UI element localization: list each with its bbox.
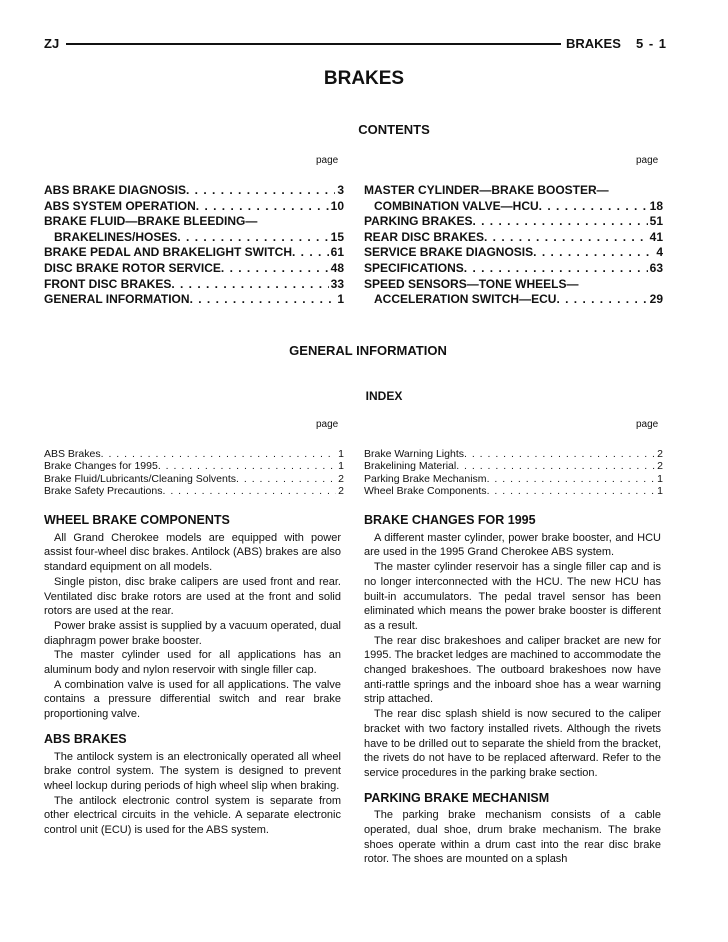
- paragraph: The antilock system is an electronically operated all wheel brake control system. The system is designed to prevent wheel lockup during periods of high wheel slip when braking.: [44, 750, 341, 792]
- contents-entry: [44, 277, 344, 293]
- paragraph: A different master cylinder, power brake booster, and HCU are used in the 1995 Grand Cherokee ABS system.: [364, 531, 661, 559]
- contents-entry: [364, 214, 663, 230]
- contents-entry: [364, 183, 663, 199]
- contents-entry-title: DISC BRAKE ROTOR SERVICE: [44, 260, 221, 275]
- index-entry-title: Wheel Brake Components: [364, 485, 487, 498]
- contents-entry-title: BRAKELINES/HOSES: [54, 229, 178, 244]
- dot-leader: [236, 473, 336, 485]
- section-heading-parking-brake-mechanism: PARKING BRAKE MECHANISM: [364, 790, 550, 805]
- contents-entry-page: 41: [649, 229, 663, 244]
- contents-entry-page: 4: [656, 245, 663, 260]
- contents-entry: [364, 230, 663, 246]
- contents-entry-title: SPECIFICATIONS: [364, 260, 464, 275]
- contents-entry-page: 29: [649, 292, 663, 307]
- contents-entry: [44, 245, 344, 261]
- paragraph: The rear disc brakeshoes and caliper bracket are new for 1995. The bracket ledges are machined to accommodate the changed brakeshoes. The outboard brakeshoes now have anti-rattle springs and the inboard shoe has a wear warning strip attached.: [364, 634, 661, 706]
- dot-leader: [484, 230, 648, 246]
- contents-entry-page: 51: [649, 214, 663, 229]
- contents-entry-title: FRONT DISC BRAKES: [44, 276, 172, 291]
- contents-list-left: [44, 183, 344, 308]
- index-entry: [44, 473, 344, 485]
- dot-leader: [556, 292, 647, 308]
- index-entry-title: Parking Brake Mechanism: [364, 472, 487, 485]
- dot-leader: [487, 485, 656, 497]
- paragraph: Power brake assist is supplied by a vacuum operated, dual diaphragm power brake booster.: [44, 619, 341, 647]
- contents-entry-title: ABS BRAKE DIAGNOSIS: [44, 183, 187, 197]
- contents-entry-page: 3: [337, 183, 344, 197]
- dot-leader: [533, 245, 654, 261]
- paragraph: A combination valve is used for all applications. The valve contains a pressure differential switch and rear brake proportioning valve.: [44, 678, 341, 721]
- index-entry-title: Brake Changes for 1995: [44, 460, 158, 473]
- index-page-label-left: page: [316, 419, 339, 430]
- contents-entry-title: COMBINATION VALVE—HCU: [374, 198, 539, 213]
- paragraph: The master cylinder reservoir has a single filler cap and is no longer interconnected with the HCU. The new HCU has built-in accumulators. The pedal travel sensor has been eliminated which means the power brake booster is different as a result.: [364, 561, 661, 632]
- index-heading: INDEX: [365, 389, 403, 403]
- contents-page-label-left: page: [316, 155, 339, 166]
- contents-entry-page: 61: [330, 245, 344, 260]
- header-rule: [66, 43, 561, 45]
- paragraph: The antilock electronic control system is separate from other electrical circuits in the vehicle. A separate electronic control unit (ECU) is used for the ABS system.: [44, 794, 341, 837]
- index-entry-title: Brake Warning Lights: [364, 448, 464, 460]
- contents-entry-title: SPEED SENSORS—TONE WHEELS—: [364, 276, 579, 291]
- contents-entry-title: PARKING BRAKES: [364, 214, 473, 229]
- dot-leader: [487, 473, 656, 485]
- dot-leader: [171, 277, 328, 293]
- contents-entry-title: SERVICE BRAKE DIAGNOSIS: [364, 245, 534, 260]
- dot-leader: [472, 214, 647, 230]
- dot-leader: [162, 485, 336, 497]
- right-column: [364, 513, 661, 867]
- contents-entry-title: ACCELERATION SWITCH—ECU: [374, 292, 557, 307]
- dot-leader: [221, 261, 329, 277]
- contents-entry-page: 48: [330, 260, 344, 275]
- index-entry: [44, 460, 344, 472]
- index-entry-page: 1: [657, 472, 663, 485]
- index-entry: [364, 448, 663, 460]
- general-information-heading: GENERAL INFORMATION: [289, 343, 447, 358]
- index-list-right: [364, 448, 663, 498]
- contents-entry-title: BRAKE FLUID—BRAKE BLEEDING—: [44, 214, 258, 229]
- paragraph: The parking brake mechanism consists of a cable operated, dual shoe, drum brake mechanism. The brake shoes operate within a drum cast into the rear disc brake rotor. The shoes are mounted on a splash: [364, 809, 661, 866]
- dot-leader: [190, 292, 336, 308]
- index-entry-title: ABS Brakes: [44, 448, 101, 460]
- contents-entry: [44, 230, 344, 246]
- header-section: BRAKES: [566, 36, 621, 51]
- paragraph: Single piston, disc brake calipers are used front and rear. Ventilated disc brake rotors are used at the front and solid rotors are used at the rear.: [44, 575, 341, 618]
- contents-entry-title: BRAKE PEDAL AND BRAKELIGHT SWITCH: [44, 245, 292, 260]
- index-entry-page: 1: [338, 460, 344, 473]
- index-entry: [44, 485, 344, 497]
- dot-leader: [186, 183, 335, 199]
- contents-entry: [44, 261, 344, 277]
- dot-leader: [158, 460, 336, 472]
- contents-entry-title: MASTER CYLINDER—BRAKE BOOSTER—: [364, 183, 609, 197]
- index-list-left: [44, 448, 344, 498]
- index-entry-page: 2: [338, 472, 344, 485]
- contents-list-right: [364, 183, 663, 308]
- contents-entry: [364, 261, 663, 277]
- contents-entry: [364, 199, 663, 215]
- paragraph: The master cylinder used for all applications has an aluminum body and nylon reservoir with single filler cap.: [44, 649, 341, 677]
- index-entry-page: 1: [338, 448, 344, 460]
- contents-entry-page: 15: [330, 229, 344, 244]
- contents-entry: [44, 199, 344, 215]
- index-entry-title: Brakelining Material: [364, 460, 457, 473]
- left-column: [44, 513, 341, 838]
- index-entry-page: 2: [657, 448, 663, 460]
- index-entry-page: 2: [657, 460, 663, 473]
- index-entry-title: Brake Fluid/Lubricants/Cleaning Solvents: [44, 472, 237, 485]
- dot-leader: [456, 460, 655, 472]
- page-title: BRAKES: [323, 68, 405, 89]
- index-entry-page: 2: [338, 485, 344, 498]
- contents-entry-page: 33: [330, 276, 344, 291]
- dot-leader: [539, 199, 648, 215]
- contents-entry-page: 18: [649, 198, 663, 213]
- section-heading-abs-brakes: ABS BRAKES: [44, 731, 127, 746]
- index-entry-title: Brake Safety Precautions: [44, 485, 163, 498]
- dot-leader: [196, 199, 329, 215]
- index-page-label-right: page: [636, 419, 659, 430]
- contents-entry-page: 10: [330, 198, 344, 213]
- index-entry-page: 1: [657, 485, 663, 498]
- dot-leader: [101, 448, 337, 460]
- contents-entry: [364, 245, 663, 261]
- contents-entry: [44, 214, 344, 230]
- dot-leader: [292, 245, 329, 261]
- header-page-number: 5 - 1: [636, 36, 667, 51]
- dot-leader: [464, 448, 655, 460]
- index-entry: [364, 473, 663, 485]
- contents-entry-title: GENERAL INFORMATION: [44, 292, 190, 307]
- index-entry: [44, 448, 344, 460]
- paragraph: All Grand Cherokee models are equipped with power assist four-wheel disc brakes. Antilock (ABS) brakes are also standard equipment on all models.: [44, 531, 341, 574]
- contents-entry: [44, 292, 344, 308]
- contents-entry-page: 63: [649, 260, 663, 275]
- contents-entry-page: 1: [337, 292, 344, 307]
- dot-leader: [177, 230, 328, 246]
- section-heading-wheel-brake-components: WHEEL BRAKE COMPONENTS: [44, 513, 230, 527]
- contents-heading: CONTENTS: [358, 122, 430, 137]
- contents-entry: [364, 292, 663, 308]
- header-model-code: ZJ: [44, 36, 60, 51]
- dot-leader: [464, 261, 648, 277]
- contents-entry-title: ABS SYSTEM OPERATION: [44, 198, 196, 213]
- paragraph: The rear disc splash shield is now secured to the caliper bracket with two factory installed rivets. Although the rivets have to be drilled out to separate the shield from the bracket, the rivets do not have to be replaced afterward. Refer to the service procedures in the parking brake section.: [364, 708, 661, 779]
- contents-entry: [44, 183, 344, 199]
- contents-entry-title: REAR DISC BRAKES: [364, 229, 485, 244]
- contents-page-label-right: page: [636, 155, 659, 166]
- index-entry: [364, 460, 663, 472]
- contents-entry: [364, 277, 663, 293]
- index-entry: [364, 485, 663, 497]
- section-heading-brake-changes-1995: BRAKE CHANGES FOR 1995: [364, 513, 536, 527]
